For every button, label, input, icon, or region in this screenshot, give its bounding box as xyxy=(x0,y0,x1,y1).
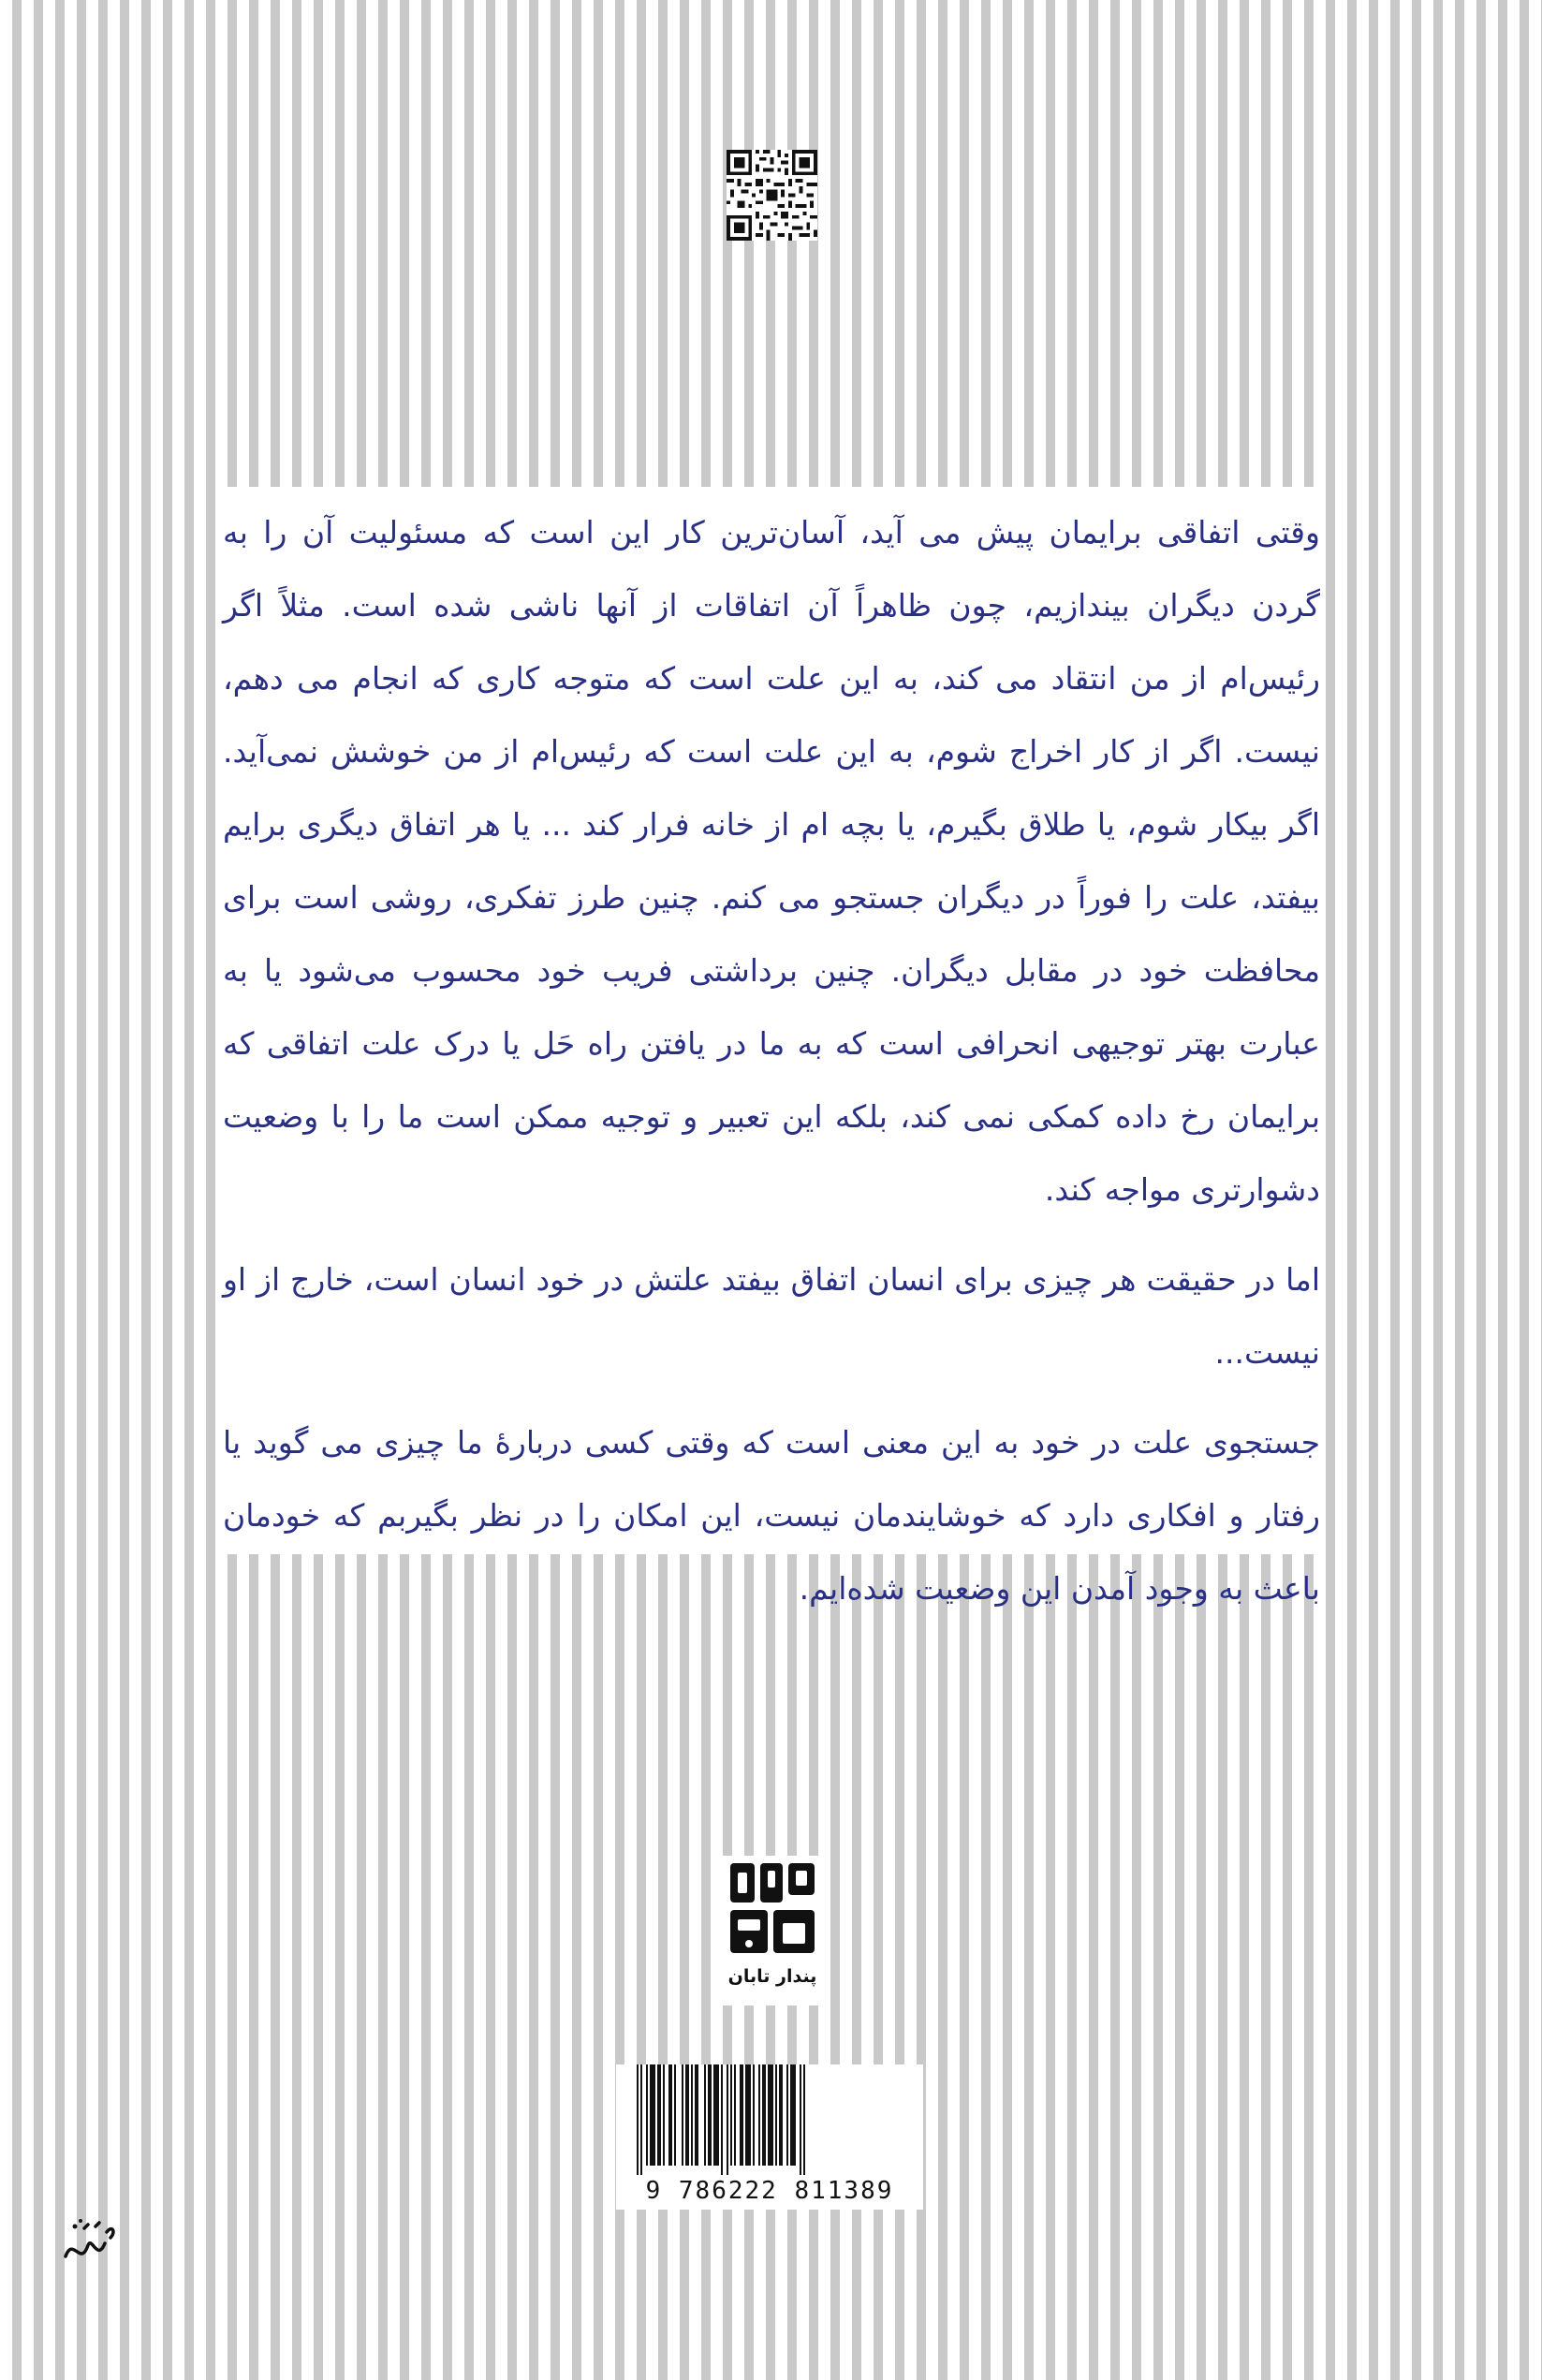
barcode-bar xyxy=(691,2064,693,2166)
barcode-bar xyxy=(762,2064,766,2166)
barcode-bar xyxy=(657,2064,661,2166)
paragraph-3: جستجوی علت در خود به این معنی است که وقتی کسی دربارهٔ ما چیزی می گوید یا رفتار و افکاری دارد که خوشایندمان نیست، این امکان را در نظر بگیربم که خودمان باعث به وجود آمدن این وضعیت شده‌ایم. xyxy=(223,1424,1320,1607)
barcode-bar xyxy=(730,2064,732,2166)
barcode-bar xyxy=(727,2064,728,2175)
barcode-bar xyxy=(695,2064,698,2166)
back-cover-text xyxy=(223,496,1320,1642)
barcode-bar xyxy=(646,2064,648,2166)
barcode-bar xyxy=(708,2064,712,2166)
barcode-bar xyxy=(668,2064,672,2166)
barcode-bar xyxy=(758,2064,760,2166)
isbn-barcode-icon xyxy=(629,2064,910,2175)
publisher-name: پندار تابان xyxy=(727,1966,817,1987)
barcode-bar xyxy=(685,2064,689,2166)
paragraph-2: اما در حقیقت هر چیزی برای انسان اتفاق بیفتد علتش در خود انسان است، خارج از او نیست... xyxy=(223,1261,1320,1371)
barcode-bar xyxy=(790,2064,796,2166)
barcode-bar xyxy=(803,2064,805,2175)
barcode-bar xyxy=(753,2064,755,2166)
barcode-bar xyxy=(768,2064,773,2166)
barcode-bar xyxy=(779,2064,783,2166)
barcode-bar xyxy=(745,2064,751,2166)
barcode-bar xyxy=(704,2064,706,2166)
barcode-bar xyxy=(682,2064,683,2166)
signature-mark-icon xyxy=(56,2208,122,2273)
isbn-number: 9 786222 811389 xyxy=(645,2177,894,2205)
barcode-bar xyxy=(734,2064,736,2166)
barcode-bar xyxy=(775,2064,777,2166)
barcode-bar xyxy=(740,2064,743,2166)
barcode-bar xyxy=(640,2064,642,2175)
qr-code-icon xyxy=(727,150,817,241)
barcode-bar xyxy=(800,2064,801,2175)
barcode-bar xyxy=(637,2064,639,2175)
publisher-logo xyxy=(717,1856,828,2005)
barcode-bar xyxy=(650,2064,655,2166)
barcode-bar xyxy=(663,2064,665,2166)
barcode-bar xyxy=(721,2064,723,2175)
barcode-bar xyxy=(786,2064,788,2166)
barcode-bar xyxy=(674,2064,676,2166)
publisher-logo-icon xyxy=(727,1858,818,1959)
isbn-barcode xyxy=(616,2064,923,2210)
barcode-bar xyxy=(713,2064,719,2166)
paragraph-1: وقتی اتفاقی برایمان پیش می آید، آسان‌ترین کار این است که مسئولیت آن را به گردن دیگران بیندازیم، چون ظاهراً آن اتفاقات از آنها ناشی شده است. مثلاً اگر رئیس‌ام از من انتقاد می کند، به این علت است که متوجه کاری که انجام می دهم، نیست. اگر از کار اخراج شوم، به این علت است که رئیس‌ام از من خوشش نمی‌آید. اگر بیکار شوم، یا طلاق بگیرم، یا بچه ام از خانه فرار کند ... یا هر اتفاق دیگری برایم بیفتد، علت را فوراً در دیگران جستجو می کنم. چنین طرز تفکری، روشی است برای محافظت خود در مقابل دیگران. چنین برداشتی فریب خود محسوب می‌شود یا به عبارت بهتر توجیهی انحرافی است که به ما در یافتن راه حَل یا درک علت اتفاقی که برایمان رخ داده کمکی نمی کند، بلکه این تعبیر و توجیه ممکن است ما را با وضعیت دشوارتری مواجه کند. xyxy=(223,514,1320,1208)
